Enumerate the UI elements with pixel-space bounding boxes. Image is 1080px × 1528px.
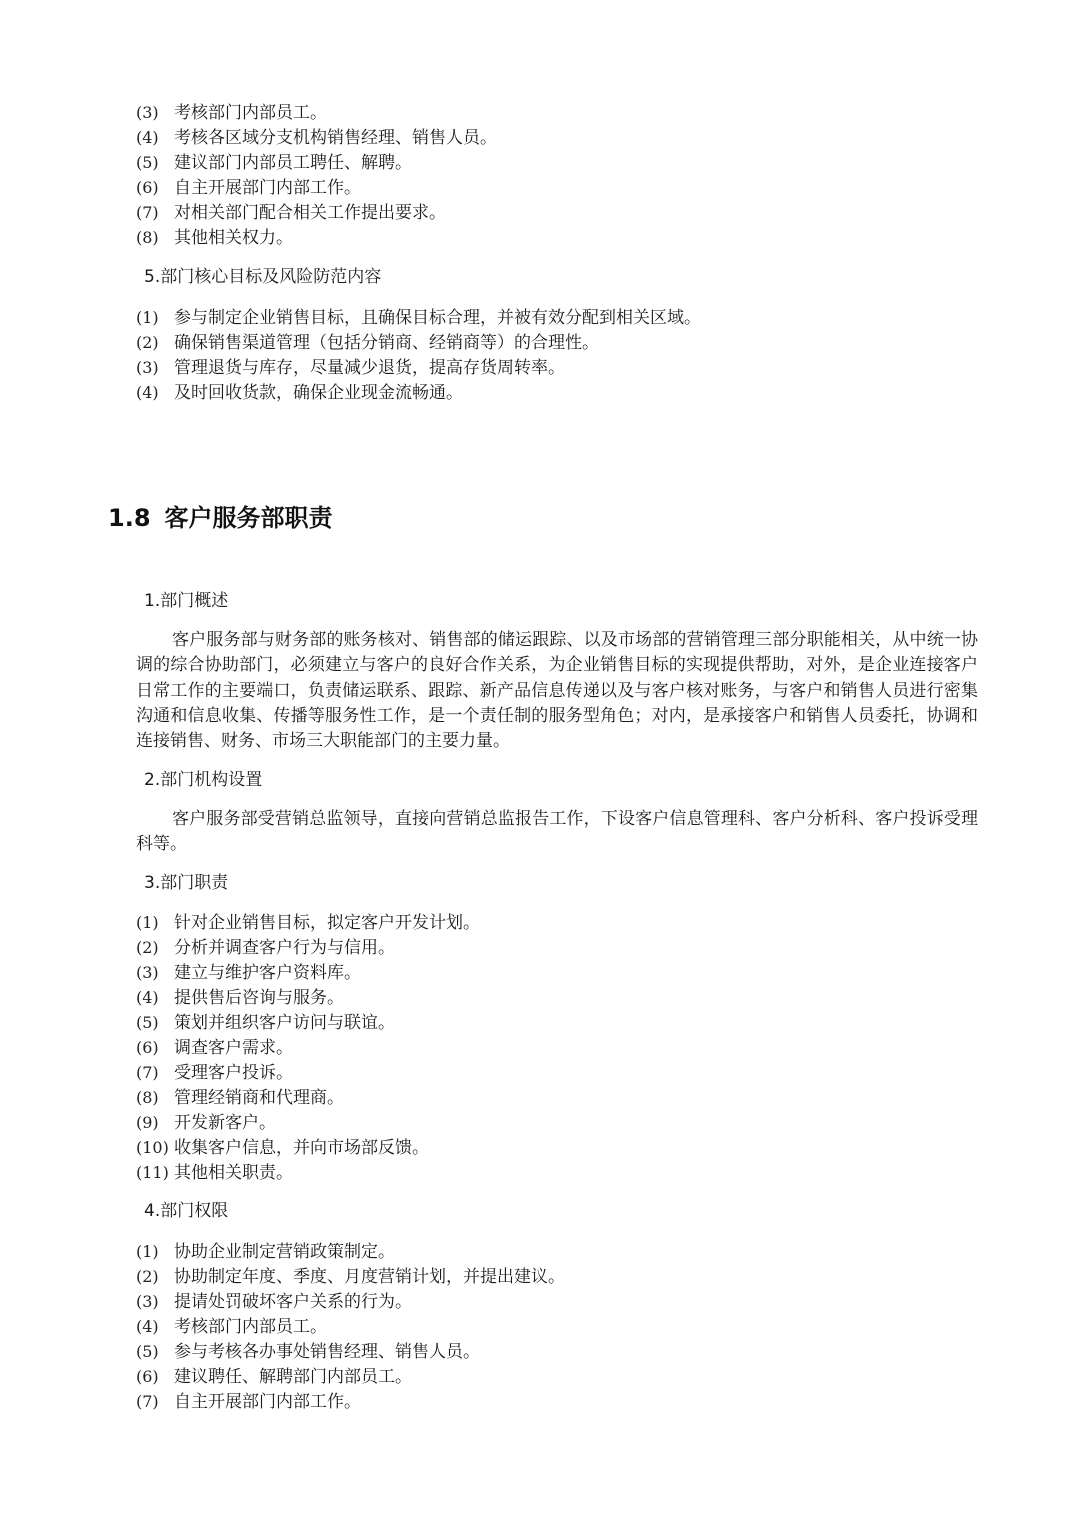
list-item: (4) 及时回收货款，确保企业现金流畅通。 <box>136 383 463 403</box>
list-item: (1) 针对企业销售目标，拟定客户开发计划。 <box>136 913 480 933</box>
list-item: (6) 自主开展部门内部工作。 <box>136 178 361 198</box>
list-item: (3) 建立与维护客户资料库。 <box>136 963 361 983</box>
list-item: (1) 参与制定企业销售目标，且确保目标合理，并被有效分配到相关区域。 <box>136 308 701 328</box>
section-5-list <box>136 305 976 405</box>
section-1-title: 1.部门概述 <box>144 591 229 611</box>
section-4-list <box>136 1239 976 1414</box>
list-item: (2) 分析并调查客户行为与信用。 <box>136 938 395 958</box>
section-heading <box>108 500 333 536</box>
section-2-paragraph: 客户服务部受营销总监领导，直接向营销总监报告工作，下设客户信息管理科、客户分析科、客户投诉受理科等。 <box>136 809 978 855</box>
list-item: (7) 对相关部门配合相关工作提出要求。 <box>136 203 446 223</box>
list-item: (5) 建议部门内部员工聘任、解聘。 <box>136 153 412 173</box>
list-item: (6) 调查客户需求。 <box>136 1038 293 1058</box>
list-item: (5) 参与考核各办事处销售经理、销售人员。 <box>136 1342 480 1362</box>
list-item: (11) 其他相关职责。 <box>136 1163 293 1183</box>
list-item: (4) 提供售后咨询与服务。 <box>136 988 344 1008</box>
list-item: (6) 建议聘任、解聘部门内部员工。 <box>136 1367 412 1387</box>
list-item: (8) 管理经销商和代理商。 <box>136 1088 344 1108</box>
section-5-title: 5.部门核心目标及风险防范内容 <box>144 267 382 287</box>
section-3-list <box>136 910 976 1185</box>
list-item: (7) 自主开展部门内部工作。 <box>136 1392 361 1412</box>
top-list <box>136 100 976 250</box>
section-1-paragraph: 客户服务部与财务部的账务核对、销售部的储运跟踪、以及市场部的营销管理三部分职能相关，从中统一协调的综合协助部门，必须建立与客户的良好合作关系，为企业销售目标的实现提供帮助，对外，是企业连接客户日常工作的主要端口，负责储运联系、跟踪、新产品信息传递以及与客户核对账务，与客户和销售人员进行密集沟通和信息收集、传播等服务性工作，是一个责任制的服务型角色；对内，是承接客户和销售人员委托，协调和连接销售、财务、市场三大职能部门的主要力量。 <box>136 630 978 752</box>
list-item: (3) 提请处罚破坏客户关系的行为。 <box>136 1292 412 1312</box>
list-item: (4) 考核部门内部员工。 <box>136 1317 327 1337</box>
list-item: (5) 策划并组织客户访问与联谊。 <box>136 1013 395 1033</box>
list-item: (3) 管理退货与库存，尽量减少退货，提高存货周转率。 <box>136 358 565 378</box>
list-item: (8) 其他相关权力。 <box>136 228 293 248</box>
list-item: (1) 协助企业制定营销政策制定。 <box>136 1242 395 1262</box>
list-item: (3) 考核部门内部员工。 <box>136 103 327 123</box>
section-4-title: 4.部门权限 <box>144 1201 229 1221</box>
list-item: (7) 受理客户投诉。 <box>136 1063 293 1083</box>
list-item: (10) 收集客户信息，并向市场部反馈。 <box>136 1138 429 1158</box>
heading-number: 1.8 <box>108 504 151 532</box>
heading-title: 客户服务部职责 <box>164 504 333 532</box>
list-item: (2) 协助制定年度、季度、月度营销计划，并提出建议。 <box>136 1267 565 1287</box>
list-item: (9) 开发新客户。 <box>136 1113 276 1133</box>
section-3-title: 3.部门职责 <box>144 873 229 893</box>
list-item: (4) 考核各区域分支机构销售经理、销售人员。 <box>136 128 497 148</box>
list-item: (2) 确保销售渠道管理（包括分销商、经销商等）的合理性。 <box>136 333 599 353</box>
section-2-title: 2.部门机构设置 <box>144 770 263 790</box>
